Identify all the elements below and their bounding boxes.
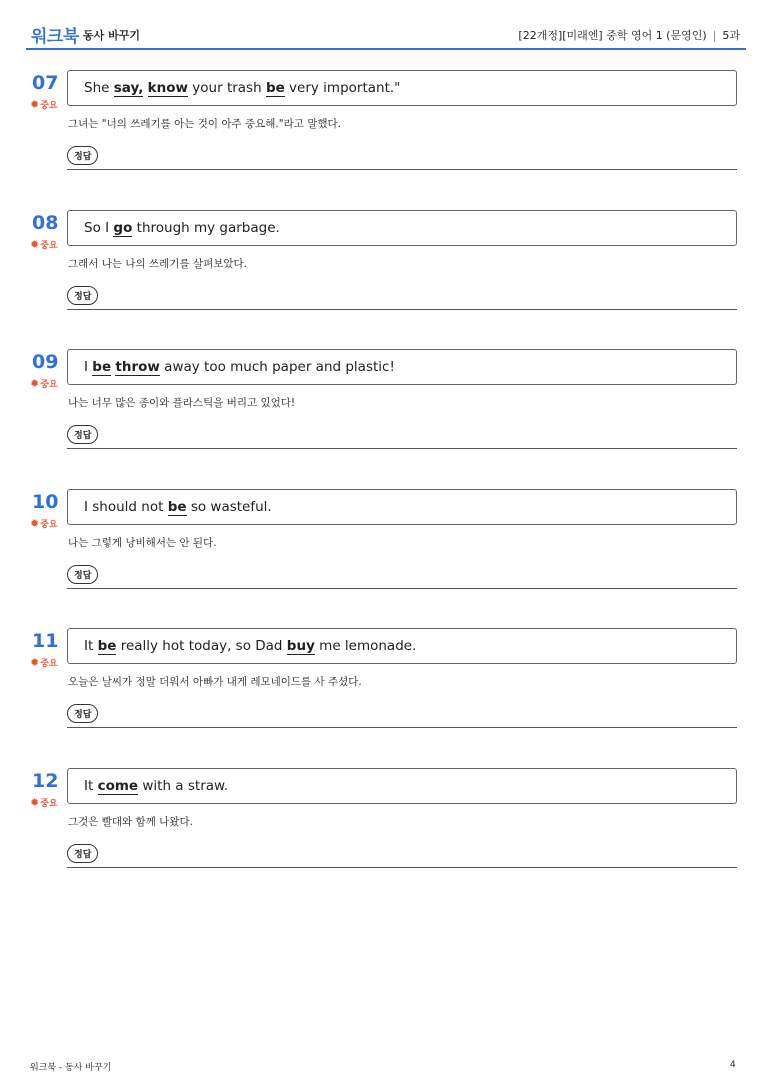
korean-translation: 나는 그렇게 낭비해서는 안 된다. — [68, 536, 217, 549]
question-number: 08 — [32, 211, 59, 234]
exercise-item — [0, 489, 768, 629]
exercise-item — [0, 349, 768, 489]
sentence-text: through my garbage. — [132, 219, 280, 236]
question-sentence — [84, 220, 280, 237]
question-sentence — [84, 778, 228, 795]
sentence-text: It — [84, 777, 98, 794]
sentence-text: your trash — [188, 80, 266, 96]
section-subtitle: 동사 바꾸기 — [83, 29, 140, 42]
course-separator: | — [712, 29, 717, 42]
important-badge — [30, 517, 58, 530]
question-box — [67, 768, 737, 804]
target-verb: be — [92, 359, 112, 375]
important-label: 중요 — [40, 240, 58, 251]
exercise-item — [0, 768, 768, 908]
sentence-text: with a straw. — [138, 777, 229, 794]
answer-button[interactable]: 정답 — [67, 146, 98, 165]
korean-translation: 그래서 나는 나의 쓰레기를 살펴보았다. — [68, 257, 247, 270]
important-badge — [30, 656, 58, 669]
divider — [67, 727, 737, 728]
page-header — [26, 18, 746, 50]
korean-translation: 오늘은 날씨가 정말 더워서 아빠가 내게 레모네이드를 사 주셨다. — [68, 676, 362, 688]
target-verb: buy — [286, 638, 315, 654]
question-number: 10 — [32, 490, 59, 513]
target-verb: know — [147, 80, 188, 96]
target-verb: be — [97, 638, 117, 654]
course-info — [518, 27, 740, 43]
sentence-text: I — [84, 359, 93, 375]
exercise-item — [0, 70, 768, 210]
sentence-text: So I — [84, 219, 114, 236]
question-number: 09 — [32, 351, 59, 373]
question-box — [67, 628, 737, 664]
answer-button[interactable]: 정답 — [67, 425, 98, 444]
divider — [67, 588, 737, 589]
burst-icon: ✹ — [30, 795, 40, 809]
question-number: 12 — [32, 769, 59, 792]
question-sentence — [84, 359, 395, 376]
burst-icon: ✹ — [30, 98, 40, 111]
answer-button[interactable]: 정답 — [67, 844, 98, 863]
footer-title: 워크북 - 동사 바꾸기 — [30, 1063, 112, 1073]
question-sentence — [84, 499, 272, 516]
divider — [67, 448, 737, 449]
question-box — [67, 349, 737, 385]
question-sentence — [84, 80, 400, 97]
sentence-text: very important." — [284, 80, 401, 96]
korean-translation: 그것은 빨대와 함께 나왔다. — [68, 815, 193, 828]
sentence-text: away too much paper and plastic! — [159, 359, 395, 375]
important-label: 중요 — [40, 798, 58, 809]
important-badge — [30, 796, 58, 809]
answer-button[interactable]: 정답 — [67, 286, 98, 305]
exercise-item — [0, 628, 768, 768]
sentence-text: really hot today, so Dad — [116, 638, 287, 654]
sentence-text: I should not — [84, 498, 168, 515]
page-number: 4 — [730, 1060, 736, 1070]
sentence-text: She — [84, 80, 114, 96]
korean-translation: 그녀는 "너의 쓰레기를 아는 것이 아주 중요해."라고 말했다. — [68, 118, 341, 130]
answer-button[interactable]: 정답 — [67, 704, 98, 723]
sentence-text: It — [84, 638, 98, 654]
divider — [67, 309, 737, 310]
answer-button[interactable]: 정답 — [67, 565, 98, 584]
divider — [67, 867, 737, 868]
course-title: [22개정][미래엔] 중학 영어 1 (문영인) — [518, 29, 707, 42]
brand-title: 워크북 — [31, 27, 79, 47]
target-verb: be — [167, 498, 187, 515]
important-badge — [30, 377, 58, 390]
question-number: 11 — [32, 630, 59, 652]
exercise-item — [0, 210, 768, 350]
question-box — [67, 489, 737, 525]
question-sentence — [84, 638, 416, 655]
important-label: 중요 — [40, 659, 58, 669]
burst-icon: ✹ — [30, 516, 40, 530]
lesson-label: 5과 — [722, 29, 740, 42]
sentence-text: me lemonade. — [314, 638, 417, 654]
target-verb: come — [97, 777, 139, 794]
target-verb: say, — [113, 80, 144, 96]
important-label: 중요 — [40, 519, 58, 530]
burst-icon: ✹ — [30, 656, 40, 669]
question-number: 07 — [32, 72, 59, 94]
sentence-text: so wasteful. — [186, 498, 272, 515]
important-label: 중요 — [40, 101, 58, 111]
question-box — [67, 70, 737, 106]
target-verb: be — [265, 80, 285, 96]
target-verb: throw — [115, 359, 160, 375]
burst-icon: ✹ — [30, 237, 40, 251]
target-verb: go — [113, 219, 133, 236]
burst-icon: ✹ — [30, 377, 40, 390]
question-box — [67, 210, 737, 246]
korean-translation: 나는 너무 많은 종이와 플라스틱을 버리고 있었다! — [68, 397, 296, 409]
important-badge — [30, 98, 58, 111]
important-badge — [30, 238, 58, 251]
divider — [67, 169, 737, 170]
important-label: 중요 — [40, 380, 58, 390]
